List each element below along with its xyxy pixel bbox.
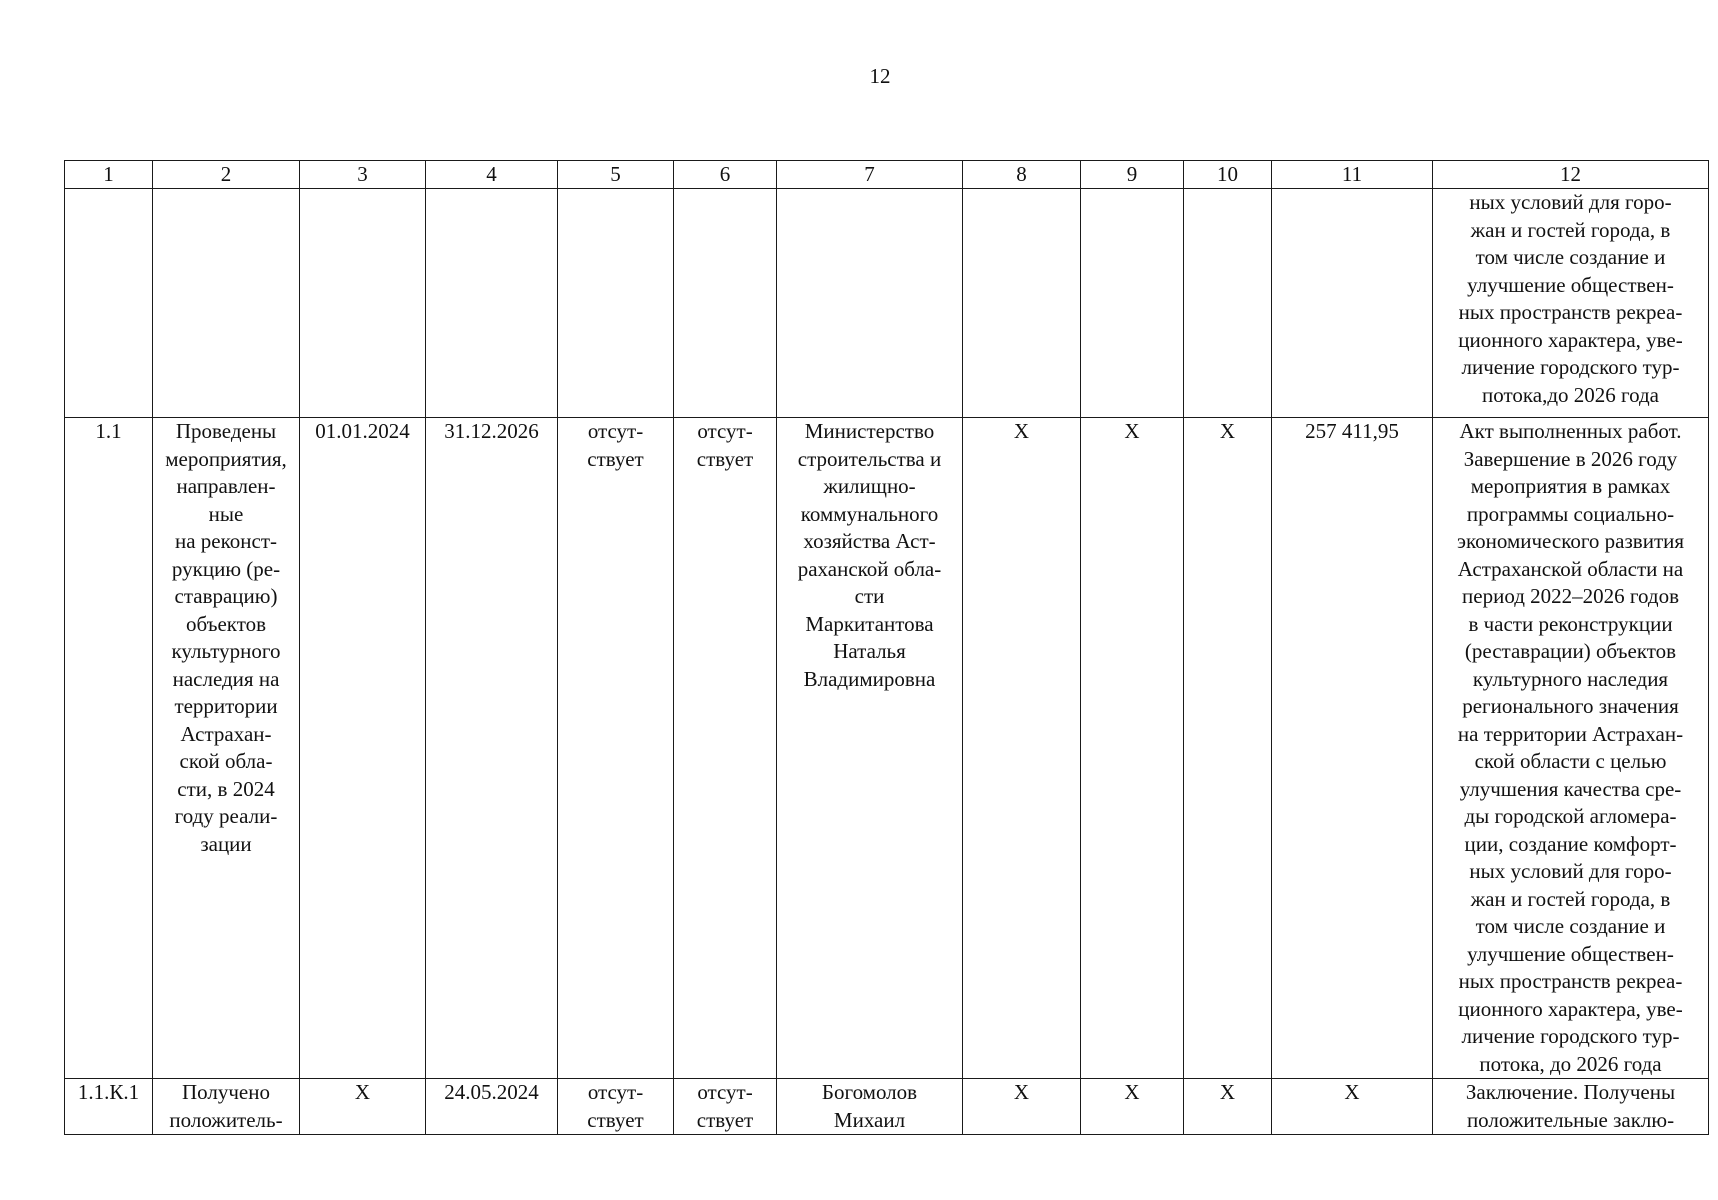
cell-number [65, 418, 153, 1079]
cell-result-text: Акт выполненных работ. Завершение в 2026 году мероприятия в рамках программы социально- экономического развития Астраханской области на период 2022–2026 годов в части реконструкции (реставрации) объектов культурного наследия регионального значения на территории Астрахан- ской области с целью улучшения качества сре- ды городской агломера- ции, создание комфорт- ных условий для горо- жан и гостей города, в том числе создание и улучшение обществен- ных пространств рекреа- ционного характера, уве- личение городского тур- потока, до 2026 года [1456, 419, 1685, 1076]
cell-col-8 [963, 1079, 1081, 1135]
cell-empty [153, 189, 300, 418]
cell-col-9-text: X [1124, 419, 1140, 443]
cell-col-10 [1184, 418, 1272, 1079]
cell-end-date [426, 1079, 558, 1135]
cell-end-date [426, 418, 558, 1079]
header-col-8: 8 [963, 161, 1081, 189]
cell-empty [426, 189, 558, 418]
cell-empty [300, 189, 426, 418]
cell-col-9 [1081, 418, 1184, 1079]
cell-start-date [300, 418, 426, 1079]
cell-number [65, 1079, 153, 1135]
cell-empty [1081, 189, 1184, 418]
header-col-6: 6 [674, 161, 777, 189]
cell-responsible-text: Министерство строительства и жилищно- коммунального хозяйства Аст- раханской обла- сти Маркитантова Наталья Владимировна [797, 419, 942, 691]
header-col-10: 10 [1184, 161, 1272, 189]
cell-empty [674, 189, 777, 418]
cell-col-6-text: отсут- ствует [696, 1080, 754, 1132]
cell-empty [777, 189, 963, 418]
cell-description [153, 1079, 300, 1135]
cell-col-9 [1081, 1079, 1184, 1135]
cell-empty [1184, 189, 1272, 418]
header-col-9: 9 [1081, 161, 1184, 189]
table-row-1-1-k-1 [65, 1079, 1709, 1135]
cell-empty [1272, 189, 1433, 418]
cell-number-text: 1.1.К.1 [77, 1080, 140, 1104]
table-row-1-1 [65, 418, 1709, 1079]
cell-col-5 [558, 1079, 674, 1135]
cell-result-continuation-text: ных условий для горо- жан и гостей города, в том числе создание и улучшение обществен- ных пространств рекреа- ционного характера, уве- личение городского тур- потока,до 2026 года [1458, 190, 1683, 407]
cell-empty [65, 189, 153, 418]
cell-empty [558, 189, 674, 418]
cell-col-6 [674, 1079, 777, 1135]
header-col-3: 3 [300, 161, 426, 189]
cell-start-date-text: X [354, 1080, 371, 1104]
header-col-12: 12 [1433, 161, 1709, 189]
cell-col-9-text: X [1124, 1080, 1140, 1104]
cell-col-8-text: X [1013, 419, 1030, 443]
header-col-1: 1 [65, 161, 153, 189]
cell-result [1433, 418, 1709, 1079]
header-col-7: 7 [777, 161, 963, 189]
cell-responsible-text: Богомолов Михаил [821, 1080, 918, 1132]
table-row-continuation [65, 189, 1709, 418]
cell-col-8 [963, 418, 1081, 1079]
cell-col-6-text: отсут- ствует [696, 419, 754, 471]
header-col-2: 2 [153, 161, 300, 189]
header-row [65, 161, 1709, 189]
cell-result [1433, 1079, 1709, 1135]
cell-col-6 [674, 418, 777, 1079]
cell-description [153, 418, 300, 1079]
cell-col-10 [1184, 1079, 1272, 1135]
cell-responsible [777, 418, 963, 1079]
cell-amount [1272, 418, 1433, 1079]
cell-empty [963, 189, 1081, 418]
cell-amount [1272, 1079, 1433, 1135]
cell-col-5-text: отсут- ствует [587, 1080, 644, 1132]
cell-start-date-text: 01.01.2024 [315, 419, 410, 443]
cell-description-text: Проведены мероприятия, направлен- ные на реконст- рукцию (ре- ставрацию) объектов культурного наследия на территории Астрахан- ской обла- сти, в 2024 году реали- зации [165, 419, 287, 856]
cell-col-8-text: X [1013, 1080, 1030, 1104]
cell-col-10-text: X [1219, 419, 1236, 443]
cell-result-continuation [1433, 189, 1709, 418]
cell-result-text: Заключение. Получены положительные заклю- [1465, 1080, 1676, 1132]
header-col-4: 4 [426, 161, 558, 189]
cell-number-text: 1.1 [95, 419, 122, 443]
header-col-5: 5 [558, 161, 674, 189]
page-number: 12 [869, 64, 891, 88]
cell-end-date-text: 31.12.2026 [444, 419, 539, 443]
cell-end-date-text: 24.05.2024 [444, 1080, 539, 1104]
cell-description-text: Получено положитель- [169, 1080, 283, 1132]
cell-responsible [777, 1079, 963, 1135]
header-col-11: 11 [1272, 161, 1433, 189]
cell-col-5-text: отсут- ствует [587, 419, 644, 471]
cell-start-date [300, 1079, 426, 1135]
cell-col-5 [558, 418, 674, 1079]
cell-amount-text: 257 411,95 [1305, 419, 1399, 443]
report-table [64, 160, 1709, 1135]
cell-amount-text: X [1344, 1080, 1360, 1104]
cell-col-10-text: X [1219, 1080, 1236, 1104]
